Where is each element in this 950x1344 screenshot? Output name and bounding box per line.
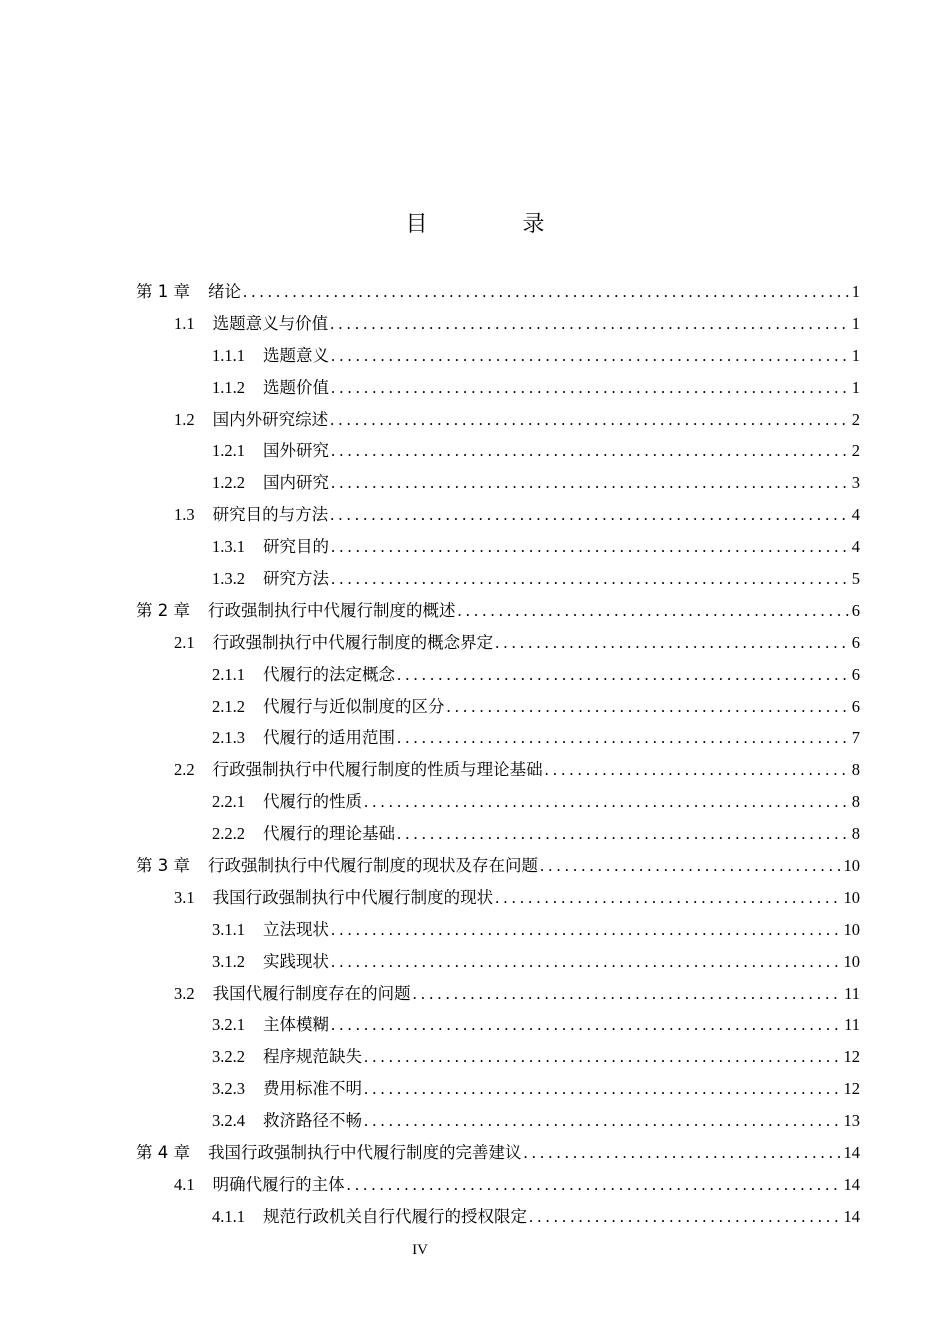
toc-entry-page: 14 — [843, 1174, 860, 1194]
toc-entry-page: 1 — [851, 377, 860, 397]
toc-entry-page: 6 — [851, 632, 860, 652]
toc-entry-number: 3.2.2 — [212, 1047, 245, 1067]
toc-dot-leader — [331, 914, 842, 946]
toc-entry-title: 规范行政机关自行代履行的授权限定 — [263, 1206, 527, 1226]
toc-entry-title: 明确代履行的主体 — [212, 1174, 345, 1194]
toc-entry-page: 10 — [843, 919, 860, 939]
toc-entry[interactable] — [136, 914, 860, 946]
toc-entry[interactable] — [136, 372, 860, 404]
toc-entry-page: 6 — [851, 696, 860, 716]
toc-entry-number: 1.3.2 — [212, 569, 245, 589]
toc-entry[interactable] — [136, 340, 860, 372]
toc-dot-leader — [331, 372, 850, 404]
toc-entry-number: 第 3 章 — [136, 856, 190, 876]
toc-entry[interactable] — [136, 1073, 860, 1105]
toc-entry-page: 8 — [851, 824, 860, 844]
toc-entry-page: 11 — [844, 983, 860, 1003]
toc-entry-page: 3 — [851, 473, 860, 493]
toc-entry[interactable] — [136, 467, 860, 499]
toc-dot-leader — [545, 754, 850, 786]
toc-entry-title: 我国行政强制执行中代履行制度的现状 — [212, 887, 494, 907]
toc-entry-title: 选题价值 — [263, 377, 329, 397]
toc-entry-number: 3.2.3 — [212, 1079, 245, 1099]
toc-dot-leader — [524, 1137, 842, 1169]
toc-entry[interactable] — [136, 659, 860, 691]
toc-entry-title: 研究目的 — [263, 537, 329, 557]
toc-entry-title: 代履行的适用范围 — [263, 728, 395, 748]
toc-entry-number: 3.1.2 — [212, 951, 245, 971]
toc-dot-leader — [540, 850, 842, 882]
toc-entry[interactable] — [136, 627, 860, 659]
toc-entry-title: 研究目的与方法 — [212, 505, 329, 525]
toc-dot-leader — [495, 627, 850, 659]
toc-entry-number: 第 4 章 — [136, 1143, 190, 1163]
toc-entry[interactable] — [136, 786, 860, 818]
toc-entry[interactable] — [136, 754, 860, 786]
toc-entry[interactable] — [136, 691, 860, 723]
toc-dot-leader — [331, 435, 850, 467]
toc-entry[interactable] — [136, 1169, 860, 1201]
toc-entry-number: 2.1.1 — [212, 664, 245, 684]
toc-entry-page: 1 — [851, 282, 860, 301]
toc-entry-page: 14 — [843, 1143, 860, 1163]
table-of-contents — [136, 276, 860, 1233]
toc-entry-number: 4.1 — [174, 1174, 195, 1194]
toc-dot-leader — [331, 531, 850, 563]
toc-entry-page: 6 — [851, 664, 860, 684]
toc-entry-number: 1.1.1 — [212, 345, 245, 365]
toc-dot-leader — [331, 1009, 842, 1041]
toc-entry-title: 研究方法 — [263, 569, 329, 589]
toc-entry[interactable] — [136, 722, 860, 754]
toc-entry-title: 绪论 — [208, 282, 241, 301]
toc-entry-number: 1.2.1 — [212, 441, 245, 461]
toc-dot-leader — [347, 1169, 842, 1201]
toc-entry-number: 第 1 章 — [136, 282, 190, 301]
toc-entry-number: 4.1.1 — [212, 1206, 245, 1226]
toc-entry-title: 选题意义 — [263, 345, 329, 365]
toc-entry[interactable] — [136, 818, 860, 850]
toc-entry-number: 2.1.2 — [212, 696, 245, 716]
toc-dot-leader — [331, 340, 850, 372]
toc-entry[interactable] — [136, 1201, 860, 1233]
toc-entry-number: 第 2 章 — [136, 600, 190, 620]
toc-entry-title: 行政强制执行中代履行制度的现状及存在问题 — [208, 856, 538, 876]
toc-dot-leader — [331, 946, 842, 978]
toc-entry-number: 3.1.1 — [212, 919, 245, 939]
toc-entry[interactable] — [136, 978, 860, 1010]
toc-entry-title: 代履行的理论基础 — [263, 824, 395, 844]
toc-entry-page: 12 — [843, 1047, 860, 1067]
toc-entry-page: 8 — [851, 760, 860, 780]
toc-entry[interactable] — [136, 308, 860, 340]
toc-entry-number: 1.1.2 — [212, 377, 245, 397]
toc-entry-title: 国外研究 — [263, 441, 329, 461]
toc-entry[interactable] — [136, 1137, 860, 1169]
toc-entry-title: 我国行政强制执行中代履行制度的完善建议 — [208, 1143, 522, 1163]
toc-entry-page: 14 — [843, 1206, 860, 1226]
toc-entry-page: 2 — [851, 409, 860, 429]
toc-entry[interactable] — [136, 1041, 860, 1073]
toc-entry-number: 1.2 — [174, 409, 195, 429]
toc-dot-leader — [458, 595, 850, 627]
toc-entry[interactable] — [136, 882, 860, 914]
toc-entry-page: 12 — [843, 1079, 860, 1099]
toc-entry-title: 行政强制执行中代履行制度的概念界定 — [212, 632, 494, 652]
toc-entry-title: 行政强制执行中代履行制度的性质与理论基础 — [212, 760, 543, 780]
toc-entry[interactable] — [136, 404, 860, 436]
toc-entry-number: 2.2.1 — [212, 792, 245, 812]
toc-entry[interactable] — [136, 946, 860, 978]
toc-entry-title: 主体模糊 — [263, 1015, 329, 1035]
toc-entry-title: 救济路径不畅 — [263, 1111, 362, 1131]
toc-dot-leader — [397, 722, 850, 754]
toc-dot-leader — [529, 1201, 842, 1233]
toc-entry-number: 3.2.1 — [212, 1015, 245, 1035]
toc-entry-title: 代履行与近似制度的区分 — [263, 696, 445, 716]
toc-entry[interactable] — [136, 531, 860, 563]
toc-dot-leader — [331, 563, 850, 595]
toc-entry-page: 5 — [851, 569, 860, 589]
toc-dot-leader — [413, 978, 842, 1010]
toc-entry-page: 7 — [851, 728, 860, 748]
toc-entry-title: 选题意义与价值 — [212, 313, 329, 333]
toc-entry-page: 4 — [851, 537, 860, 557]
toc-entry[interactable] — [136, 850, 860, 882]
toc-entry-page: 6 — [851, 600, 860, 620]
toc-entry-title: 立法现状 — [263, 919, 329, 939]
toc-entry[interactable] — [136, 563, 860, 595]
toc-entry-page: 10 — [843, 887, 860, 907]
toc-entry-page: 1 — [851, 313, 860, 333]
toc-entry-page: 1 — [851, 345, 860, 365]
toc-entry-title: 国内研究 — [263, 473, 329, 493]
toc-entry-number: 2.2 — [174, 760, 195, 780]
toc-entry[interactable] — [136, 1009, 860, 1041]
toc-dot-leader — [330, 499, 850, 531]
page-number: IV — [412, 1242, 428, 1258]
toc-dot-leader — [364, 1105, 842, 1137]
toc-entry[interactable] — [136, 499, 860, 531]
toc-entry-number: 1.3 — [174, 505, 195, 525]
toc-dot-leader — [330, 308, 850, 340]
toc-dot-leader — [330, 404, 850, 436]
page-title: 目 录 — [405, 212, 589, 237]
toc-entry-page: 11 — [844, 1015, 860, 1035]
toc-dot-leader — [331, 467, 850, 499]
toc-entry-page: 4 — [851, 505, 860, 525]
toc-dot-leader — [397, 818, 850, 850]
toc-entry-page: 10 — [843, 951, 860, 971]
toc-dot-leader — [495, 882, 841, 914]
toc-entry-page: 10 — [843, 856, 860, 876]
toc-entry-page: 13 — [843, 1111, 860, 1131]
toc-entry-number: 1.1 — [174, 313, 195, 333]
toc-dot-leader — [397, 659, 850, 691]
toc-entry[interactable] — [136, 276, 860, 308]
toc-entry[interactable] — [136, 595, 860, 627]
toc-entry-title: 程序规范缺失 — [263, 1047, 362, 1067]
toc-entry-title: 代履行的法定概念 — [263, 664, 395, 684]
toc-entry-number: 3.2.4 — [212, 1111, 245, 1131]
toc-entry-number: 2.1.3 — [212, 728, 245, 748]
toc-dot-leader — [243, 276, 850, 308]
toc-entry-number: 3.1 — [174, 887, 195, 907]
toc-dot-leader — [364, 786, 850, 818]
toc-entry-title: 代履行的性质 — [263, 792, 362, 812]
toc-dot-leader — [447, 691, 850, 723]
toc-entry-page: 2 — [851, 441, 860, 461]
toc-entry-number: 1.2.2 — [212, 473, 245, 493]
toc-dot-leader — [364, 1041, 842, 1073]
toc-entry-title: 国内外研究综述 — [212, 409, 329, 429]
toc-entry-number: 1.3.1 — [212, 537, 245, 557]
toc-entry-title: 实践现状 — [263, 951, 329, 971]
toc-entry-number: 3.2 — [174, 983, 195, 1003]
toc-entry-title: 费用标准不明 — [263, 1079, 362, 1099]
toc-entry[interactable] — [136, 435, 860, 467]
toc-entry[interactable] — [136, 1105, 860, 1137]
toc-entry-number: 2.2.2 — [212, 824, 245, 844]
toc-entry-title: 我国代履行制度存在的问题 — [212, 983, 411, 1003]
toc-entry-number: 2.1 — [174, 632, 195, 652]
toc-entry-title: 行政强制执行中代履行制度的概述 — [208, 600, 456, 620]
toc-entry-page: 8 — [851, 792, 860, 812]
toc-dot-leader — [364, 1073, 842, 1105]
